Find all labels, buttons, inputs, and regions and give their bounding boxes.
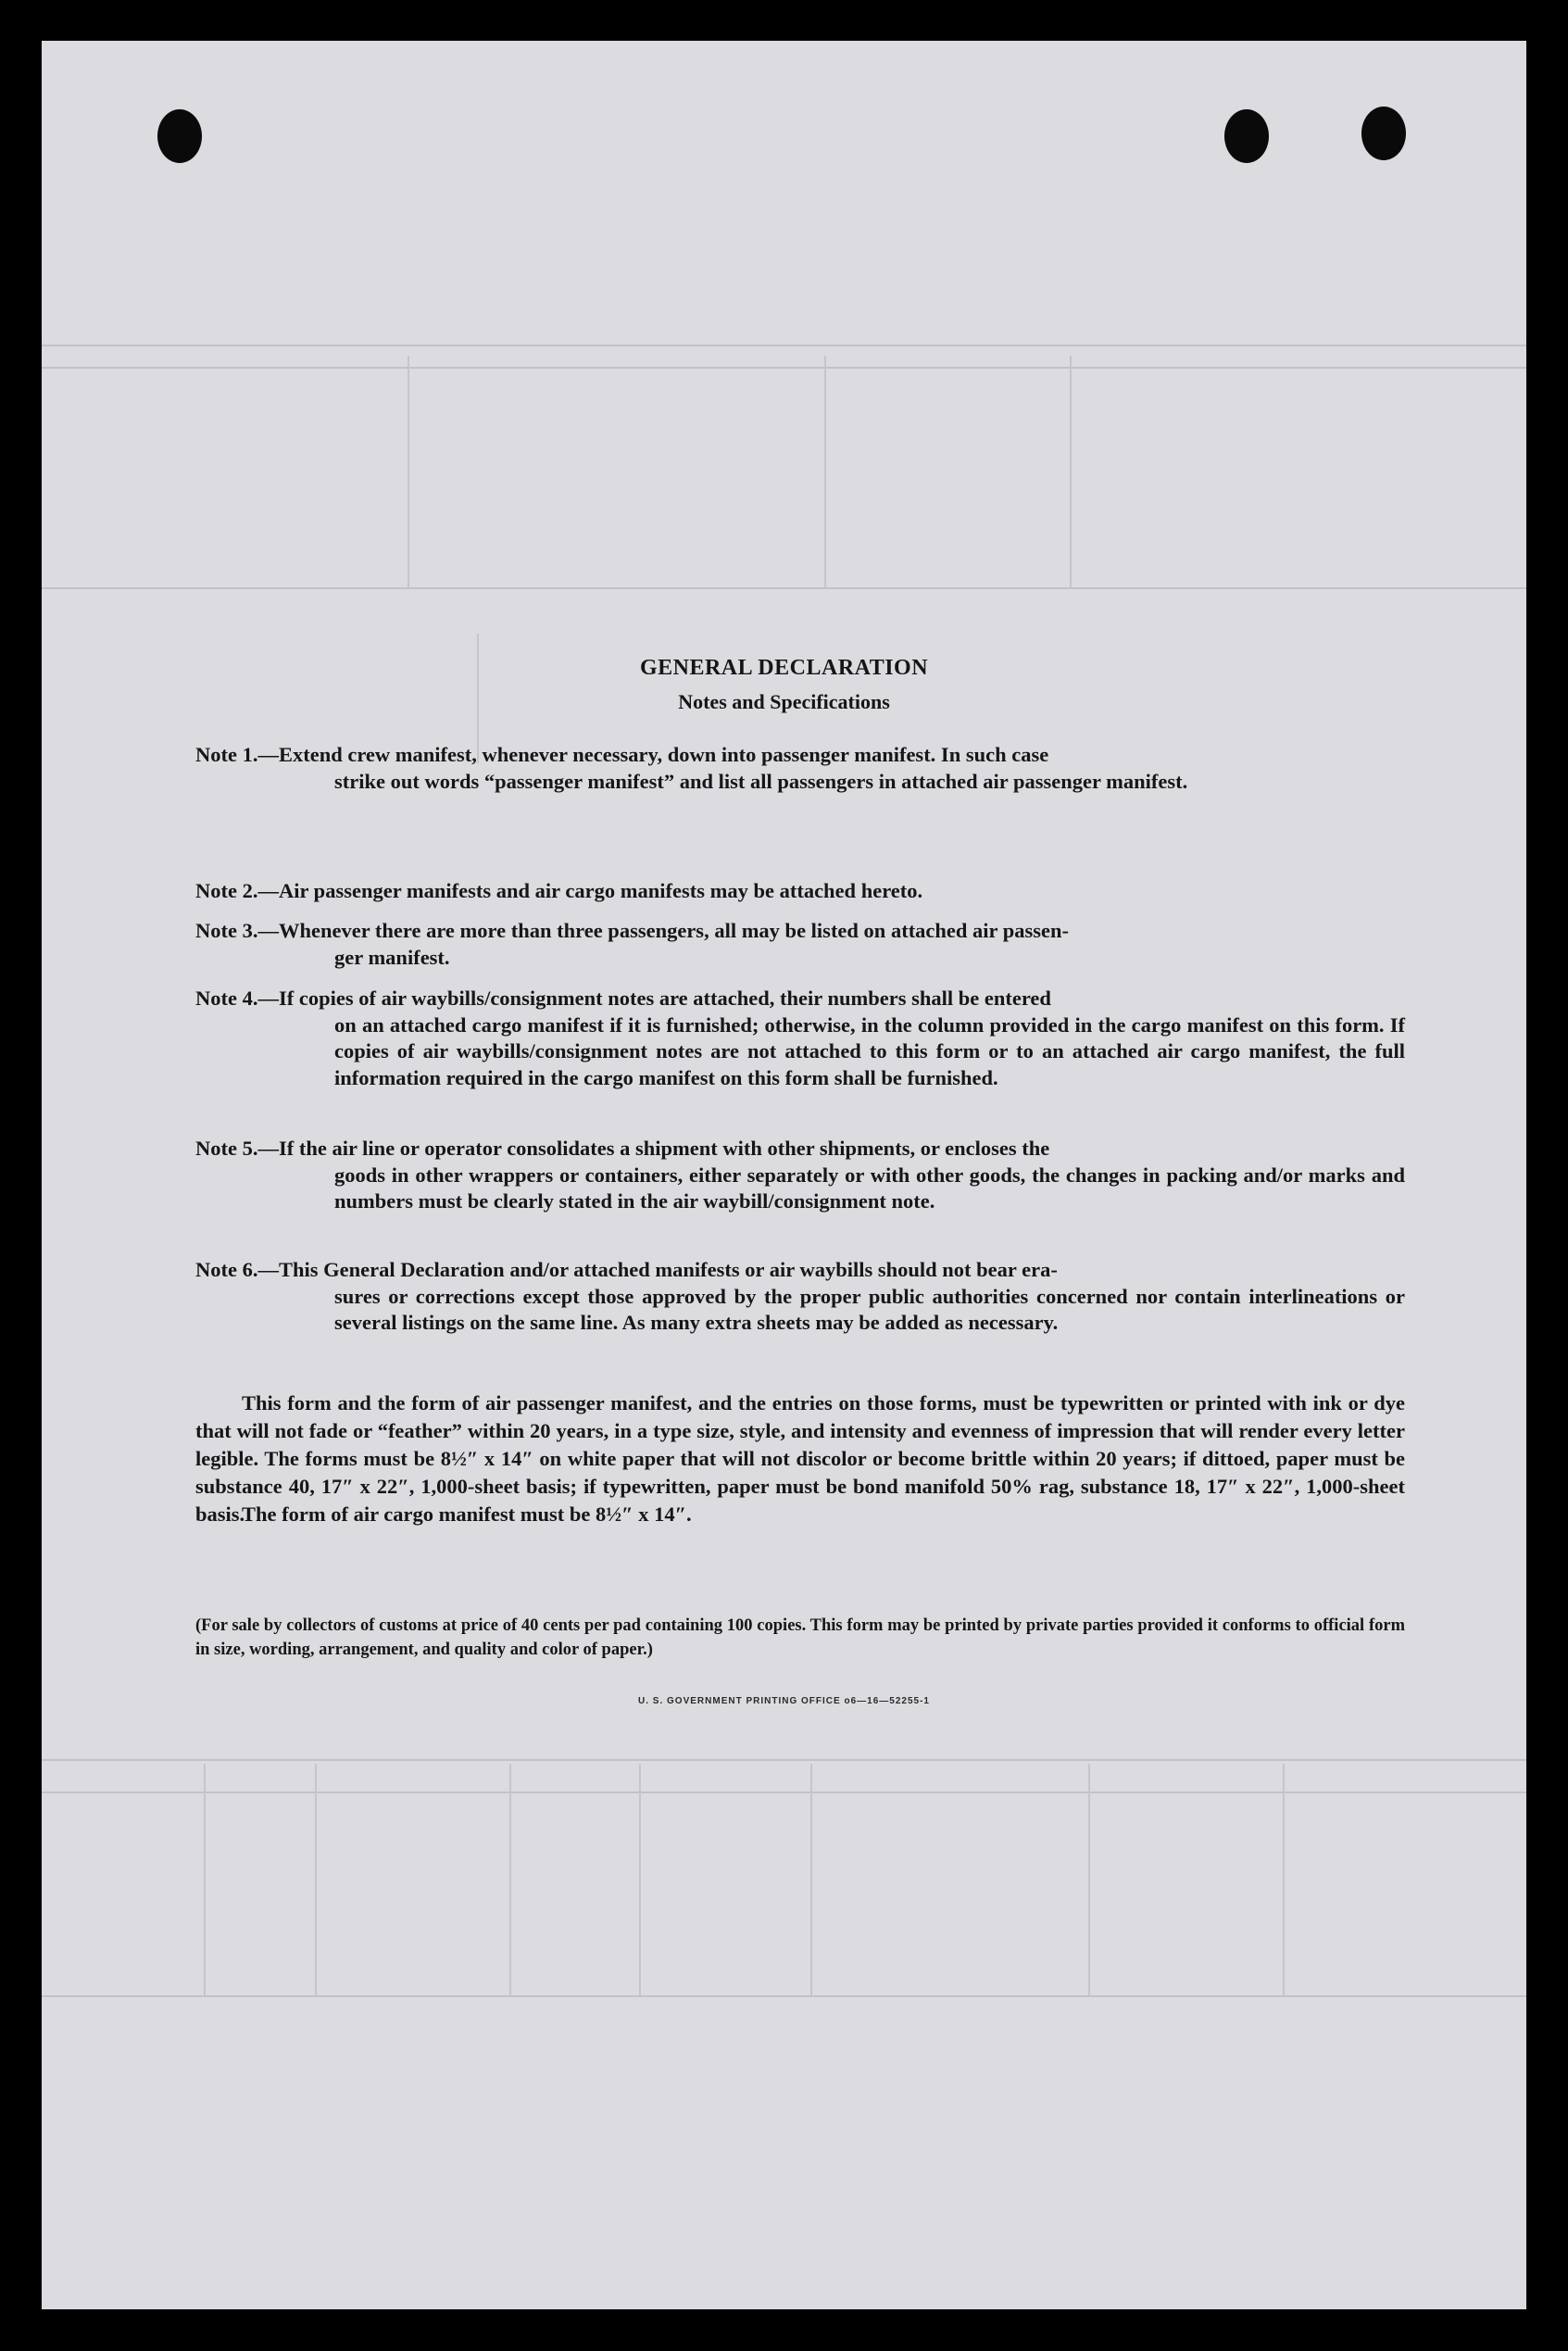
note-6 <box>195 1257 1405 1337</box>
note-4 <box>195 986 1405 1091</box>
page-subtitle: Notes and Specifications <box>678 690 890 713</box>
note-2 <box>195 878 1405 905</box>
page-title: GENERAL DECLARATION <box>639 656 929 680</box>
note-3-continuation: ger manifest. <box>334 945 450 969</box>
note-5-first-line: Note 5.—If the air line or operator consolidates a shipment with other shipments, or encloses the <box>195 1137 1050 1160</box>
document-sheet <box>42 41 1526 2309</box>
note-4-continuation: on an attached cargo manifest if it is furnished; otherwise, in the column provided in the cargo manifest on this form. If copies of air waybills/consignment notes are not attached to this form or to an attached air cargo manifest, the full information required in the cargo manifest on this form shall be furnished. <box>334 1012 1405 1089</box>
note-2-first-line: Note 2.—Air passenger manifests and air cargo manifests may be attached hereto. <box>195 879 923 902</box>
note-3-first-line: Note 3.—Whenever there are more than three passengers, all may be listed on attached air passen- <box>195 919 1070 942</box>
sale-notice: (For sale by collectors of customs at price of 40 cents per pad containing 100 copies. This form may be printed by private parties provided it conforms to official form in size, wording, arrangement, and quality and color of paper.) <box>195 1616 1405 1659</box>
note-3 <box>195 918 1405 971</box>
note-6-first-line: Note 6.—This General Declaration and/or attached manifests or air waybills should not bear era- <box>195 1258 1058 1281</box>
note-6-continuation: sures or corrections except those approved by the proper public authorities concerned nor contain interlineations or several listings on the same line. As many extra sheets may be added as necessary. <box>334 1284 1405 1334</box>
note-4-first-line: Note 4.—If copies of air waybills/consignment notes are attached, their numbers shall be entered <box>195 987 1051 1010</box>
specification-text: This form and the form of air passenger manifest, and the entries on those forms, must be typewritten or printed with ink or dye that will not fade or “feather” within 20 years, in a type size, style, and intensity and evenness of impression that will render every letter legible. The forms must be 8½″ x 14″ on white paper that will not discolor or become brittle within 20 years; if dittoed, paper must be substance 40, 17″ x 22″, 1,000-sheet basis; if typewritten, paper must be bond manifold 50% rag, substance 18, 17″ x 22″, 1,000-sheet basis. <box>195 1391 1405 1526</box>
note-1-first-line: Note 1.—Extend crew manifest, whenever necessary, down into passenger manifest. In such case <box>195 743 1049 766</box>
document-content <box>42 41 1526 2309</box>
note-1-continuation: strike out words “passenger manifest” and list all passengers in attached air passenger manifest. <box>334 769 1188 793</box>
cargo-manifest-size-line: The form of air cargo manifest must be 8½″ x 14″. <box>242 1502 692 1526</box>
note-5-continuation: goods in other wrappers or containers, either separately or with other goods, the changes in packing and/or marks and numbers must be clearly stated in the air waybill/consignment note. <box>334 1163 1405 1213</box>
note-5 <box>195 1136 1405 1215</box>
printing-office-imprint: U. S. GOVERNMENT PRINTING OFFICE o6—16—52255-1 <box>638 1696 930 1706</box>
note-1 <box>195 742 1405 795</box>
